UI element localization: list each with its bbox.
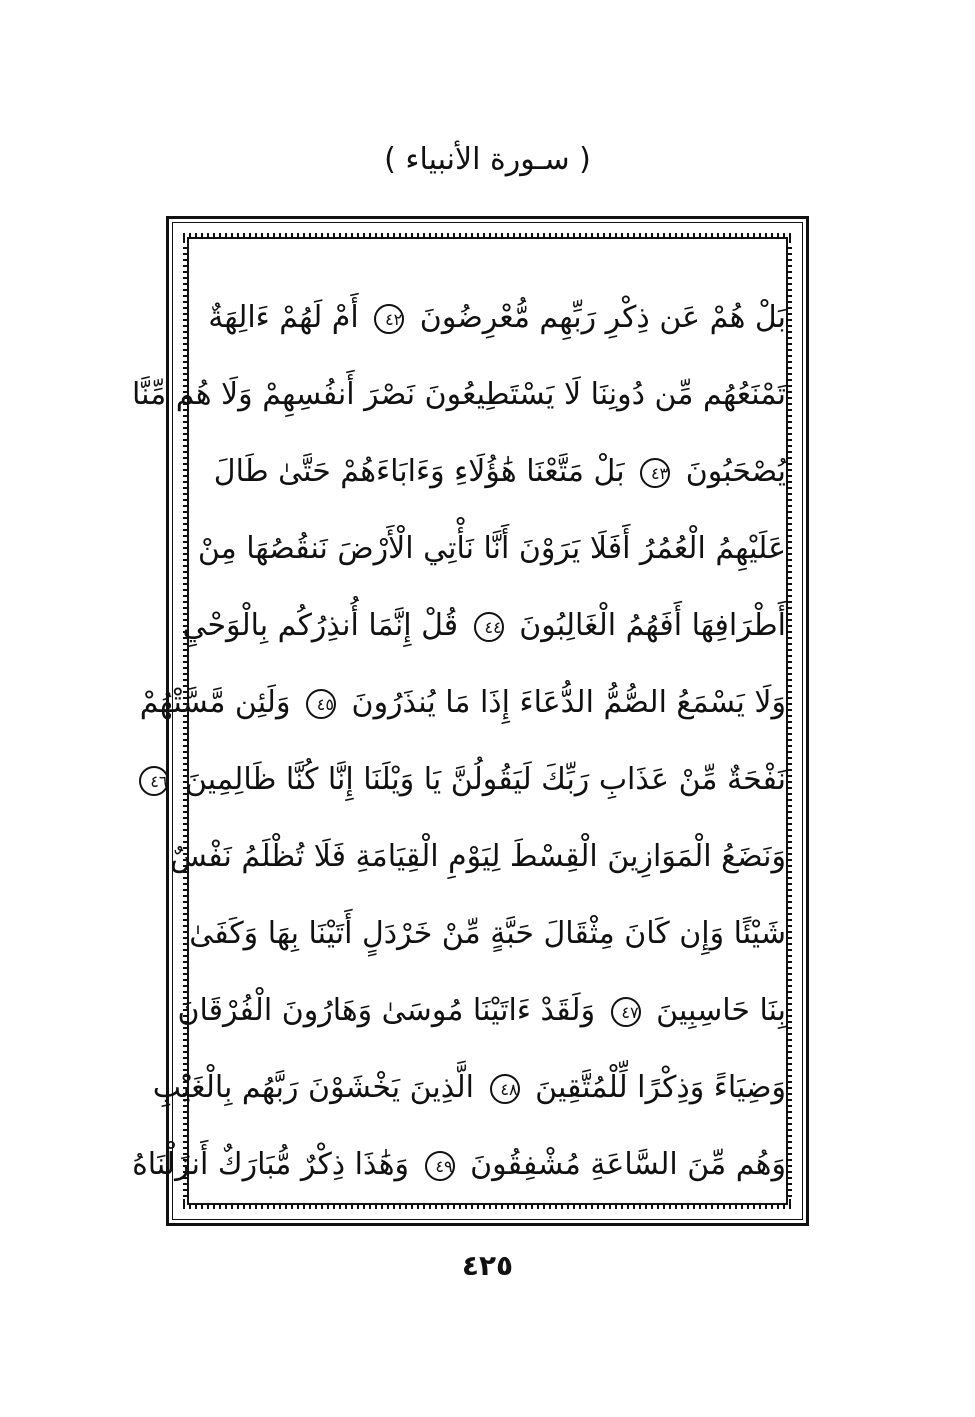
verse-text: وَهُم مِّنَ السَّاعَةِ مُشْفِقُونَ <box>470 1147 786 1182</box>
text-line <box>150 741 786 818</box>
ayah-number-marker: ٤٨ <box>490 1074 520 1104</box>
text-panel <box>131 237 788 1205</box>
verse-text: بَلْ مَتَّعْنَا هَٰؤُلَاءِ وَءَابَاءَهُمْ حَتَّىٰ طَالَ <box>213 454 625 489</box>
ayah-number-marker: ٤٤ <box>474 612 504 642</box>
verse-text: وَهَٰذَا ذِكْرٌ مُّبَارَكٌ أَنزَلْنَاهُ <box>132 1147 410 1182</box>
ayah-number-marker: ٤٩ <box>425 1151 455 1181</box>
ayah-number-marker: ٤٢ <box>374 304 404 334</box>
text-line <box>182 587 786 664</box>
text-line <box>189 895 786 972</box>
text-line <box>208 279 786 356</box>
text-line <box>132 1126 786 1203</box>
verse-text: وَلَقَدْ ءَاتَيْنَا مُوسَىٰ وَهَارُونَ الْفُرْقَانَ <box>177 993 596 1028</box>
verse-text: شَيْئًا وَإِن كَانَ مِثْقَالَ حَبَّةٍ مِّنْ خَرْدَلٍ أَتَيْنَا بِهَا وَكَفَىٰ <box>189 916 786 951</box>
verse-text: قُلْ إِنَّمَا أُنذِرُكُم بِالْوَحْيِ <box>182 608 459 643</box>
verse-text: تَمْنَعُهُم مِّن دُونِنَا لَا يَسْتَطِيعُونَ نَصْرَ أَنفُسِهِمْ وَلَا هُم مِّنَّا <box>131 377 786 412</box>
text-line <box>131 356 786 433</box>
verse-text: عَلَيْهِمُ الْعُمُرُ أَفَلَا يَرَوْنَ أَنَّا نَأْتِي الْأَرْضَ نَنقُصُهَا مِنْ <box>197 531 786 566</box>
text-line <box>152 1049 786 1126</box>
verse-text: يُصْحَبُونَ <box>685 454 786 489</box>
verse-text: وَلَا يَسْمَعُ الصُّمُّ الدُّعَاءَ إِذَا مَا يُنذَرُونَ <box>351 685 786 720</box>
ayah-number-marker: ٤٧ <box>611 997 641 1027</box>
ayah-number-marker: ٤٥ <box>306 689 336 719</box>
page-frame <box>131 216 809 1226</box>
text-line <box>213 433 786 510</box>
verse-text: وَضِيَاءً وَذِكْرًا لِّلْمُتَّقِينَ <box>535 1070 786 1105</box>
verse-text: نَفْحَةٌ مِّنْ عَذَابِ رَبِّكَ لَيَقُولُنَّ يَا وَيْلَنَا إِنَّا كُنَّا ظَالِمِينَ <box>184 762 786 797</box>
text-line <box>197 510 786 587</box>
verse-text: الَّذِينَ يَخْشَوْنَ رَبَّهُم بِالْغَيْبِ <box>152 1070 475 1105</box>
verse-text: وَلَئِن مَّسَّتْهُمْ <box>139 685 291 720</box>
verse-text: بِنَا حَاسِبِينَ <box>656 993 786 1028</box>
ayah-number-marker: ٤٦ <box>139 766 169 796</box>
verse-text: بَلْ هُمْ عَن ذِكْرِ رَبِّهِم مُّعْرِضُونَ <box>419 300 786 335</box>
text-line <box>177 972 786 1049</box>
verse-text: أَمْ لَهُمْ ءَالِهَةٌ <box>208 300 359 335</box>
verse-text: وَنَضَعُ الْمَوَازِينَ الْقِسْطَ لِيَوْمِ الْقِيَامَةِ فَلَا تُظْلَمُ نَفْسٌ <box>170 839 786 874</box>
ayah-number-marker: ٤٣ <box>640 458 670 488</box>
surah-title: ( سـورة الأنبياء ) <box>384 142 591 177</box>
page-number: ٤٢٥ <box>461 1249 514 1282</box>
text-line <box>170 818 786 895</box>
text-line <box>139 664 786 741</box>
verse-text: أَطْرَافِهَا أَفَهُمُ الْغَالِبُونَ <box>519 608 786 643</box>
quran-text <box>131 279 786 1203</box>
